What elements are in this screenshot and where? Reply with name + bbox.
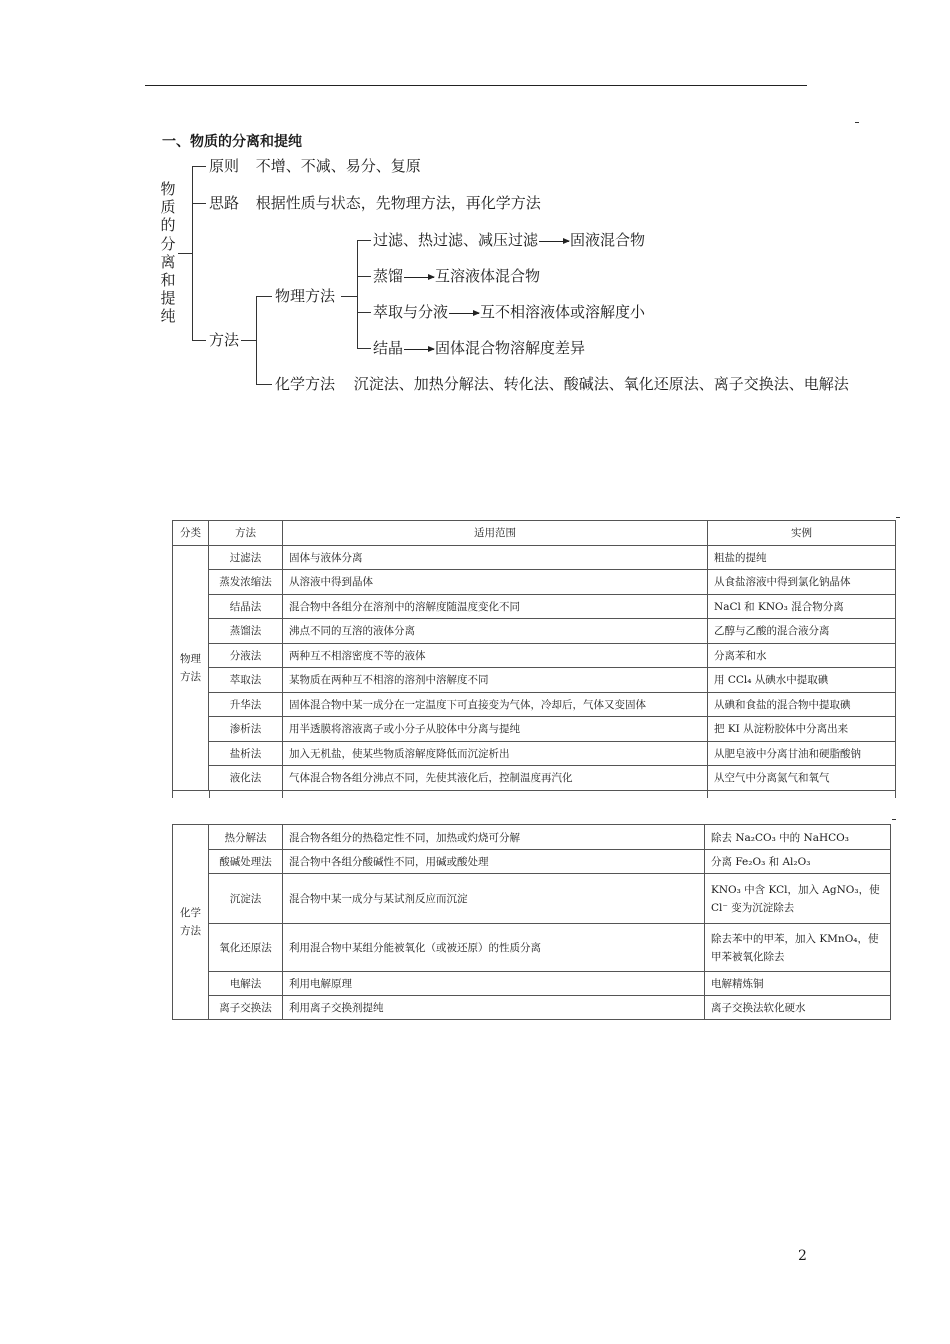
table-row bbox=[173, 996, 891, 1020]
tree-bracket bbox=[256, 296, 257, 384]
example-cell: 乙醇与乙酸的混合液分离 bbox=[708, 619, 896, 644]
section-title: 一、物质的分离和提纯 bbox=[162, 134, 302, 150]
table-row bbox=[173, 741, 896, 766]
method-cell: 液化法 bbox=[209, 766, 283, 791]
tree-connector bbox=[357, 348, 371, 349]
approach-label: 思路 bbox=[209, 194, 240, 212]
method-cell: 渗析法 bbox=[209, 717, 283, 742]
scope-cell: 混合物中各组分酸碱性不同，用碱或酸处理 bbox=[283, 850, 705, 874]
tree-bracket bbox=[192, 166, 193, 340]
example-cell: 除去苯中的甲苯，加入 KMnO₄，使甲苯被氧化除去 bbox=[705, 924, 891, 972]
table-row bbox=[173, 874, 891, 924]
table-row bbox=[173, 924, 891, 972]
scope-cell: 加入无机盐，使某些物质溶解度降低而沉淀析出 bbox=[283, 741, 708, 766]
principle-row bbox=[209, 157, 421, 175]
method-cell: 蒸馏法 bbox=[209, 619, 283, 644]
scope-cell: 利用电解原理 bbox=[283, 972, 705, 996]
method-cell: 离子交换法 bbox=[209, 996, 283, 1020]
scope-cell: 用半透膜将溶液离子或小分子从胶体中分离与提纯 bbox=[283, 717, 708, 742]
method-cell: 萃取法 bbox=[209, 668, 283, 693]
example-cell: 从碘和食盐的混合物中提取碘 bbox=[708, 692, 896, 717]
table-row bbox=[173, 594, 896, 619]
category-cell: 物理方法 bbox=[173, 545, 209, 790]
corner-mark bbox=[855, 122, 859, 123]
tree-connector bbox=[256, 384, 272, 385]
scope-cell: 混合物各组分的热稳定性不同，加热或灼烧可分解 bbox=[283, 825, 705, 850]
table-row bbox=[173, 619, 896, 644]
table-edge bbox=[895, 790, 896, 798]
tree-connector bbox=[357, 312, 371, 313]
method-cell: 沉淀法 bbox=[209, 874, 283, 924]
physical-methods-table bbox=[172, 520, 896, 791]
example-cell: KNO₃ 中含 KCl，加入 AgNO₃，使 Cl⁻ 变为沉淀除去 bbox=[705, 874, 891, 924]
tree-connector bbox=[256, 296, 272, 297]
principle-text: 不增、不减、易分、复原 bbox=[255, 157, 421, 175]
method-cell: 盐析法 bbox=[209, 741, 283, 766]
tree-connector bbox=[178, 253, 192, 254]
method-cell: 过滤法 bbox=[209, 545, 283, 570]
page-number: 2 bbox=[798, 1248, 807, 1264]
root-char: 离 bbox=[160, 252, 176, 271]
tree-bracket bbox=[357, 240, 358, 348]
table-row bbox=[173, 717, 896, 742]
root-char: 的 bbox=[160, 216, 176, 235]
method-cell: 电解法 bbox=[209, 972, 283, 996]
example-cell: NaCl 和 KNO₃ 混合物分离 bbox=[708, 594, 896, 619]
tree-connector bbox=[192, 340, 206, 341]
scope-cell: 利用混合物中某组分能被氧化（或被还原）的性质分离 bbox=[283, 924, 705, 972]
method-label: 方法 bbox=[209, 331, 240, 349]
scope-cell: 两种互不相溶密度不等的液体 bbox=[283, 643, 708, 668]
corner-mark bbox=[896, 517, 900, 518]
table-row bbox=[173, 850, 891, 874]
scope-cell: 利用离子交换剂提纯 bbox=[283, 996, 705, 1020]
table-edge bbox=[172, 790, 173, 798]
table-row bbox=[173, 570, 896, 595]
root-char: 分 bbox=[160, 234, 176, 253]
chemical-methods-table bbox=[172, 824, 891, 1020]
tree-connector bbox=[357, 276, 371, 277]
table-row bbox=[173, 825, 891, 850]
chemical-method-text: 沉淀法、加热分解法、转化法、酸碱法、氧化还原法、离子交换法、电解法 bbox=[353, 375, 849, 393]
table-row bbox=[173, 692, 896, 717]
approach-text: 根据性质与状态，先物理方法，再化学方法 bbox=[255, 194, 541, 212]
tree-connector bbox=[357, 240, 371, 241]
physical-item: 蒸馏 互溶液体混合物 bbox=[373, 267, 541, 285]
method-cell: 升华法 bbox=[209, 692, 283, 717]
example-cell: 用 CCl₄ 从碘水中提取碘 bbox=[708, 668, 896, 693]
example-cell: 分离苯和水 bbox=[708, 643, 896, 668]
example-cell: 离子交换法软化硬水 bbox=[705, 996, 891, 1020]
table-row bbox=[173, 766, 896, 791]
method-cell: 酸碱处理法 bbox=[209, 850, 283, 874]
table-row bbox=[173, 972, 891, 996]
example-cell: 粗盐的提纯 bbox=[708, 545, 896, 570]
scope-cell: 某物质在两种互不相溶的溶剂中溶解度不同 bbox=[283, 668, 708, 693]
tree-connector bbox=[192, 203, 206, 204]
table-row bbox=[173, 668, 896, 693]
table-header: 适用范围 bbox=[283, 521, 708, 546]
example-cell: 从空气中分离氮气和氧气 bbox=[708, 766, 896, 791]
example-cell: 除去 Na₂CO₃ 中的 NaHCO₃ bbox=[705, 825, 891, 850]
category-cell: 化学方法 bbox=[173, 825, 209, 1020]
table-edge bbox=[282, 790, 283, 798]
table-header: 实例 bbox=[708, 521, 896, 546]
arrow-icon bbox=[449, 313, 479, 314]
method-cell: 结晶法 bbox=[209, 594, 283, 619]
corner-mark bbox=[892, 819, 896, 820]
arrow-icon bbox=[539, 241, 569, 242]
table-row bbox=[173, 643, 896, 668]
physical-item: 结晶 固体混合物溶解度差异 bbox=[373, 339, 586, 357]
example-cell: 电解精炼铜 bbox=[705, 972, 891, 996]
chemical-method-label: 化学方法 bbox=[275, 375, 336, 393]
method-cell: 分液法 bbox=[209, 643, 283, 668]
root-char: 和 bbox=[160, 271, 176, 290]
method-cell: 氧化还原法 bbox=[209, 924, 283, 972]
table-row bbox=[173, 545, 896, 570]
method-cell: 热分解法 bbox=[209, 825, 283, 850]
scope-cell: 从溶液中得到晶体 bbox=[283, 570, 708, 595]
table-header: 分类 bbox=[173, 521, 209, 546]
table-header: 方法 bbox=[209, 521, 283, 546]
root-char: 物 bbox=[160, 180, 176, 198]
arrow-icon bbox=[404, 349, 434, 350]
scope-cell: 固体混合物中某一成分在一定温度下可直接变为气体，冷却后，气体又变固体 bbox=[283, 692, 708, 717]
example-cell: 从食盐溶液中得到氯化钠晶体 bbox=[708, 570, 896, 595]
root-char: 质 bbox=[160, 198, 176, 217]
principle-label: 原则 bbox=[209, 157, 240, 175]
table-edge bbox=[707, 790, 708, 798]
tree-root-label bbox=[159, 180, 177, 326]
physical-method-label: 物理方法 bbox=[275, 287, 336, 305]
example-cell: 从肥皂液中分离甘油和硬脂酸钠 bbox=[708, 741, 896, 766]
scope-cell: 气体混合物各组分沸点不同，先使其液化后，控制温度再汽化 bbox=[283, 766, 708, 791]
method-cell: 蒸发浓缩法 bbox=[209, 570, 283, 595]
tree-connector bbox=[341, 296, 357, 297]
root-char: 提 bbox=[160, 289, 176, 308]
scope-cell: 混合物中某一成分与某试剂反应而沉淀 bbox=[283, 874, 705, 924]
header-rule bbox=[145, 85, 807, 86]
scope-cell: 混合物中各组分在溶剂中的溶解度随温度变化不同 bbox=[283, 594, 708, 619]
arrow-icon bbox=[404, 277, 434, 278]
example-cell: 把 KI 从淀粉胶体中分离出来 bbox=[708, 717, 896, 742]
scope-cell: 沸点不同的互溶的液体分离 bbox=[283, 619, 708, 644]
table-header-row bbox=[173, 521, 896, 546]
tree-connector bbox=[192, 166, 206, 167]
example-cell: 分离 Fe₂O₃ 和 Al₂O₃ bbox=[705, 850, 891, 874]
chemical-method-row bbox=[275, 375, 849, 393]
approach-row bbox=[209, 194, 541, 212]
tree-connector bbox=[241, 340, 256, 341]
scope-cell: 固体与液体分离 bbox=[283, 545, 708, 570]
table-edge bbox=[209, 790, 210, 798]
root-char: 纯 bbox=[160, 307, 176, 326]
physical-item: 过滤、热过滤、减压过滤 固液混合物 bbox=[373, 231, 646, 249]
physical-item: 萃取与分液 互不相溶液体或溶解度小 bbox=[373, 303, 646, 321]
